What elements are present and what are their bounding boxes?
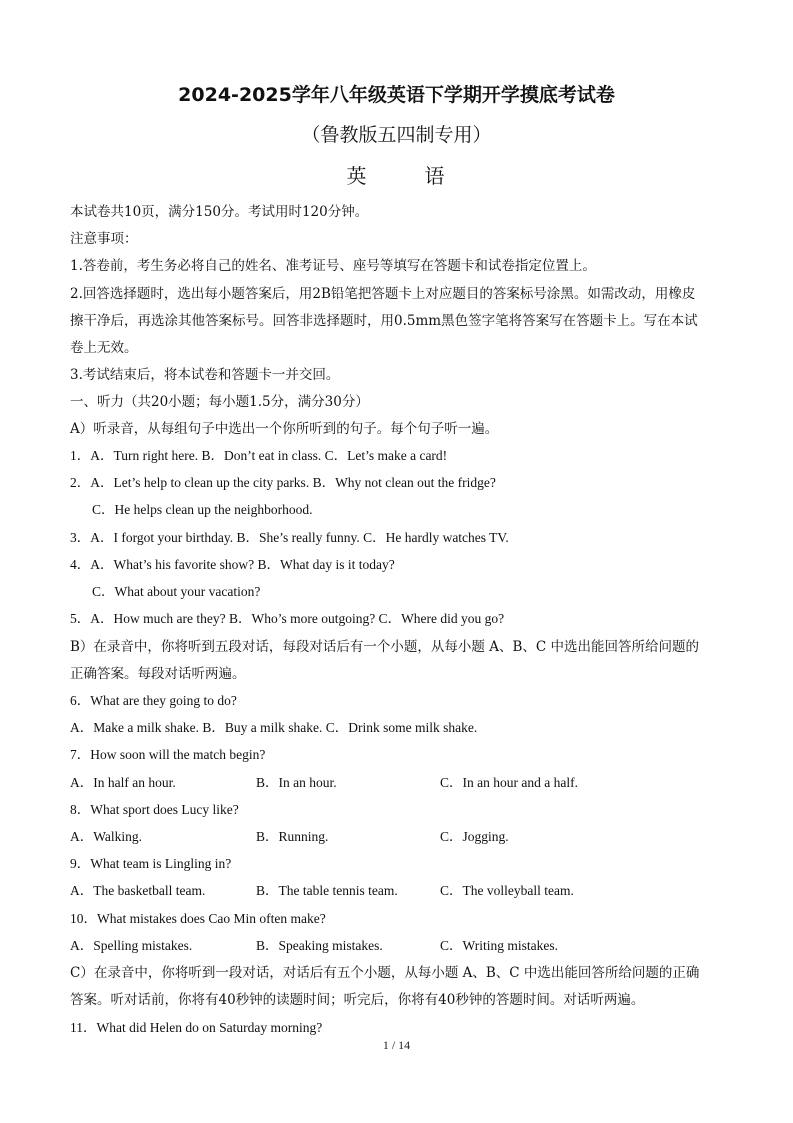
option-a: A．In half an hour. [70, 775, 176, 790]
question-2-line-1: 2．A．Let’s help to clean up the city parks. B．Why not clean out the fridge? [70, 475, 496, 490]
subject-heading [0, 160, 793, 189]
notice-heading: 注意事项： [70, 231, 138, 247]
option-c: C．In an hour and a half. [440, 775, 578, 790]
notice-item-2b: 擦干净后，再选涂其他答案标号。回答非选择题时，用0.5mm黑色签字笔将答案写在答题卡上。写在本试 [70, 313, 698, 329]
intro-line: 本试卷共10页，满分150分。考试用时120分钟。 [70, 204, 369, 220]
option-c: C．Writing mistakes. [440, 938, 558, 953]
question-2-line-2: C．He helps clean up the neighborhood. [92, 502, 313, 517]
option-b: B．In an hour. [256, 775, 337, 790]
question-6-options: A．Make a milk shake. B．Buy a milk shake. C．Drink some milk shake. [70, 720, 478, 735]
question-4-line-2: C．What about your vacation? [92, 584, 261, 599]
part-b-instructions-2: 正确答案。每段对话听两遍。 [70, 666, 246, 682]
option-a: A．Spelling mistakes. [70, 938, 193, 953]
question-4-line-1: 4．A．What’s his favorite show? B．What day is it today? [70, 557, 395, 572]
question-10: 10．What mistakes does Cao Min often make? [70, 911, 326, 926]
option-a: A．Walking. [70, 829, 143, 844]
option-b: B．The table tennis team. [256, 883, 398, 898]
option-c: C．The volleyball team. [440, 883, 574, 898]
option-a: A．The basketball team. [70, 883, 206, 898]
notice-item-3: 3.考试结束后，将本试卷和答题卡一并交回。 [70, 367, 340, 383]
notice-item-2c: 卷上无效。 [70, 340, 138, 356]
part-b-instructions-1: B）在录音中，你将听到五段对话，每段对话后有一个小题，从每小题 A、B、C 中选出能回答所给问题的 [70, 639, 700, 655]
question-7: 7．How soon will the match begin? [70, 747, 266, 762]
section-heading: 一、听力（共20小题；每小题1.5分，满分30分） [70, 394, 369, 410]
part-c-instructions-1: C）在录音中，你将听到一段对话，对话后有五个小题，从每小题 A、B、C 中选出能回答所给问题的正确 [70, 965, 700, 981]
option-b: B．Running. [256, 829, 329, 844]
notice-item-1: 1.答卷前，考生务必将自己的姓名、准考证号、座号等填写在答题卡和试卷指定位置上。 [70, 258, 596, 274]
part-c-instructions-2: 答案。听对话前，你将有40秒钟的读题时间；听完后，你将有40秒钟的答题时间。对话听两遍。 [70, 992, 645, 1008]
exam-subtitle: （鲁教版五四制专用） [301, 124, 492, 146]
exam-title: 2024-2025学年八年级英语下学期开学摸底考试卷 [178, 84, 615, 106]
option-b: B．Speaking mistakes. [256, 938, 383, 953]
question-1: 1．A．Turn right here. B．Don’t eat in class. C．Let’s make a card! [70, 448, 448, 463]
question-11: 11．What did Helen do on Saturday morning? [70, 1020, 323, 1035]
page-number: 1 / 14 [382, 1038, 411, 1052]
subject-char-1: 英 [346, 164, 369, 188]
subject-char-2: 语 [424, 164, 447, 188]
question-9: 9．What team is Lingling in? [70, 856, 232, 871]
question-6: 6．What are they going to do? [70, 693, 237, 708]
question-5: 5．A．How much are they? B．Who’s more outgoing? C．Where did you go? [70, 611, 505, 626]
question-3: 3．A．I forgot your birthday. B．She’s really funny. C．He hardly watches TV. [70, 530, 509, 545]
part-a-instructions: A）听录音，从每组句子中选出一个你所听到的句子。每个句子听一遍。 [70, 421, 499, 437]
option-c: C．Jogging. [440, 829, 509, 844]
notice-item-2a: 2.回答选择题时，选出每小题答案后，用2B铅笔把答题卡上对应题目的答案标号涂黑。如需改动，用橡皮 [70, 286, 696, 302]
question-8: 8．What sport does Lucy like? [70, 802, 239, 817]
